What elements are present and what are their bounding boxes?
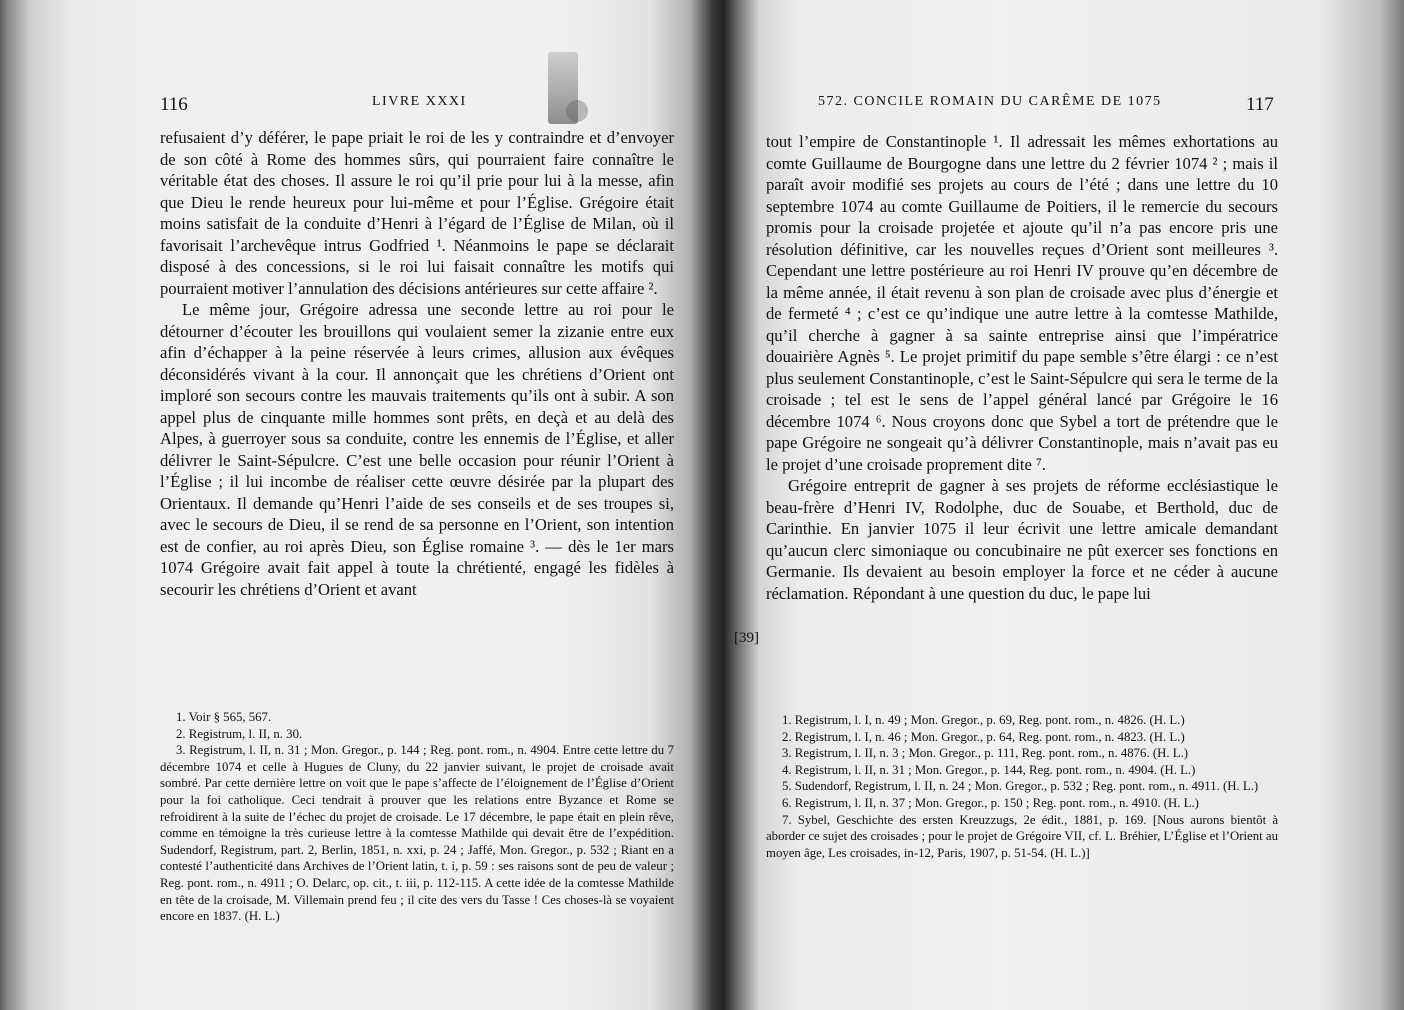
left-footnotes <box>160 709 674 925</box>
left-body <box>160 127 674 600</box>
right-footnote-1: 1. Registrum, l. I, n. 49 ; Mon. Gregor., p. 69, Reg. pont. rom., n. 4826. (H. L.) <box>782 713 1185 727</box>
left-footnote-2: 2. Registrum, l. II, n. 30. <box>176 726 303 741</box>
left-running-head: LIVRE XXXI <box>372 94 467 109</box>
right-footnote-5: 5. Sudendorf, Registrum, l. II, n. 24 ; Mon. Gregor., p. 532 ; Reg. pont. rom., n. 4911. (H. L.) <box>782 779 1259 794</box>
right-footnote-6: 6. Registrum, l. II, n. 37 ; Mon. Gregor., p. 150 ; Reg. pont. rom., n. 4910. (H. L.) <box>782 795 1199 810</box>
right-footnote-2: 2. Registrum, l. I, n. 46 ; Mon. Gregor., p. 64, Reg. pont. rom., n. 4823. (H. L.) <box>782 729 1185 744</box>
right-page-number: 117 <box>1246 94 1274 115</box>
right-paragraph-2: Grégoire entreprit de gagner à ses projets de réforme ecclésiastique le beau-frère d’Henri IV, Rodolphe, duc de Souabe, et Berthold, duc de Carinthie. En janvier 1075 il leur écrivit une lettre amicale demandant qu’aucun clerc simoniaque ou concubinaire ne pût exercer ses fonctions en Germanie. Ils devaient au besoin employer la force et ne céder à aucune réclamation. Répondant à une question du duc, le pape lui <box>766 476 1278 603</box>
left-paragraph-2: Le même jour, Grégoire adressa une seconde lettre au roi pour le détourner d’écouter les brouillons qui voulaient semer la zizanie entre eux afin d’échapper à la peine réservée à leurs crimes, allusion aux évêques déconsidérés vivant à la cour. Il annonçait que les chrétiens d’Orient ont imploré son secours contre les mauvais traitements qu’ils ont à subir. A son appel plus de cinquante mille hommes sont prêts, en deçà et au delà des Alpes, à guerroyer sous sa conduite, contre les ennemis de l’Église, et aller délivrer le Saint-Sépulcre. C’est une belle occasion pour réunir l’Orient à l’Église ; il lui incombe de réaliser cette œuvre désirée par la plupart des Orientaux. Il demande qu’Henri l’aide de ses conseils et de ses troupes si, avec le secours de Dieu, il se rend de sa personne en l’Orient, son intention est de confier, au roi après Dieu, son Église romaine ³. — dès le 1er mars 1074 Grégoire avait fait appel à toute la chrétienté, engagé les fidèles à secourir les chrétiens d’Orient et avant <box>160 300 674 599</box>
right-footnotes <box>766 712 1278 861</box>
right-body <box>766 131 1278 604</box>
right-footnote-4: 4. Registrum, l. II, n. 31 ; Mon. Gregor., p. 144, Reg. pont. rom., n. 4904. (H. L.) <box>782 762 1196 777</box>
right-paragraph-1: tout l’empire de Constantinople ¹. Il adressait les mêmes exhortations au comte Guillaume de Bourgogne dans une lettre du 2 février 1074 ² ; mais il paraît avoir modifié ses projets au cours de l’été ; dans une lettre du 10 septembre 1074 au comte Guillaume de Poitiers, il le remercie du secours promis pour la croisade projetée et ajoute qu’il n’a pas encore pris une résolution définitive, car les nouvelles reçues d’Orient sont meilleures ³. Cependant une lettre postérieure au roi Henri IV prouve qu’en décembre de la même année, il était revenu à son plan de croisade avec plus d’énergie et de fermeté ⁴ ; c’est ce qu’indique une autre lettre à la comtesse Mathilde, qu’il cherche à gagner à sa sainte entreprise ainsi que l’impératrice douairière Agnès ⁵. Le projet primitif du pape semble s’être élargi : ce n’est plus seulement Constantinople, c’est le Saint-Sépulcre qui sera le terme de la croisade ; tel est le sens de l’appel général lancé par Grégoire le 16 décembre 1074 ⁶. Nous croyons donc que Sybel a tort de prétendre que le pape Grégoire ne songeait qu’à délivrer Constantinople, mais n’avait pas eu le projet d’une croisade proprement dite ⁷. <box>766 132 1278 474</box>
right-running-head: 572. CONCILE ROMAIN DU CARÊME DE 1075 <box>818 94 1162 109</box>
right-footnote-7: 7. Sybel, Geschichte des ersten Kreuzzugs, 2e édit., 1881, p. 169. [Nous aurons bientôt à aborder ce sujet des croisades ; pour le projet de Grégoire VII, cf. L. Bréhier, L’Église et l’Orient au moyen âge, Les croisades, in-12, Paris, 1907, p. 51-54. (H. L.)] <box>766 812 1278 860</box>
left-paragraph-1: refusaient d’y déférer, le pape priait le roi de les y contraindre et d’envoyer de son côté à Rome des hommes sûrs, qui pourraient faire connaître le véritable état des choses. Il assure le roi qu’il prie pour lui à la messe, afin que Dieu le rende heureux pour lui-même et pour l’Église. Grégoire était moins satisfait de la conduite d’Henri à l’égard de l’Église de Milan, où il favorisait l’archevêque intrus Godfried ¹. Néanmoins le pape se déclarait disposé à des concessions, si le roi lui faisait connaître les motifs qui pourraient motiver l’annulation des décisions antérieures sur cette affaire ². <box>160 128 674 298</box>
left-page <box>0 0 700 1010</box>
right-page <box>724 0 1404 1010</box>
left-footnote-1: 1. Voir § 565, 567. <box>176 710 272 724</box>
margin-marker: [39] <box>734 630 759 646</box>
left-page-number: 116 <box>160 94 188 115</box>
left-footnote-3: 3. Registrum, l. II, n. 31 ; Mon. Gregor., p. 144 ; Reg. pont. rom., n. 4904. Entre cette lettre du 7 décembre 1074 et celle à Hugues de Cluny, du 22 janvier suivant, le projet de croisade avait sombré. Par cette dernière lettre on voit que le pape s’affecte de l’éloignement de l’Église d’Orient pour la foi catholique. Ceci tendrait à prouver que les relations entre Byzance et Rome se refroidirent à la suite de l’échec du projet de croisade. Le 17 décembre, le pape était en plein rêve, comme en témoigne la très curieuse lettre à la comtesse Mathilde qui devait être de l’expédition. Sudendorf, Registrum, part. 2, Berlin, 1851, n. xxi, p. 24 ; Jaffé, Mon. Gregor., p. 532 ; Riant en a contesté l’authenticité dans Archives de l’Orient latin, t. i, p. 59 : ses raisons sont de peu de valeur ; Reg. pont. rom., n. 4911 ; O. Delarc, op. cit., t. iii, p. 112-115. A cette idée de la comtesse Mathilde en tête de la croisade, M. Villemain prend feu ; il cite des vers du Tasse ! Ces choses-là se voyaient encore en 1837. (H. L.) <box>160 743 674 924</box>
right-footnote-3: 3. Registrum, l. II, n. 3 ; Mon. Gregor., p. 111, Reg. pont. rom., n. 4876. (H. L.) <box>782 746 1189 761</box>
